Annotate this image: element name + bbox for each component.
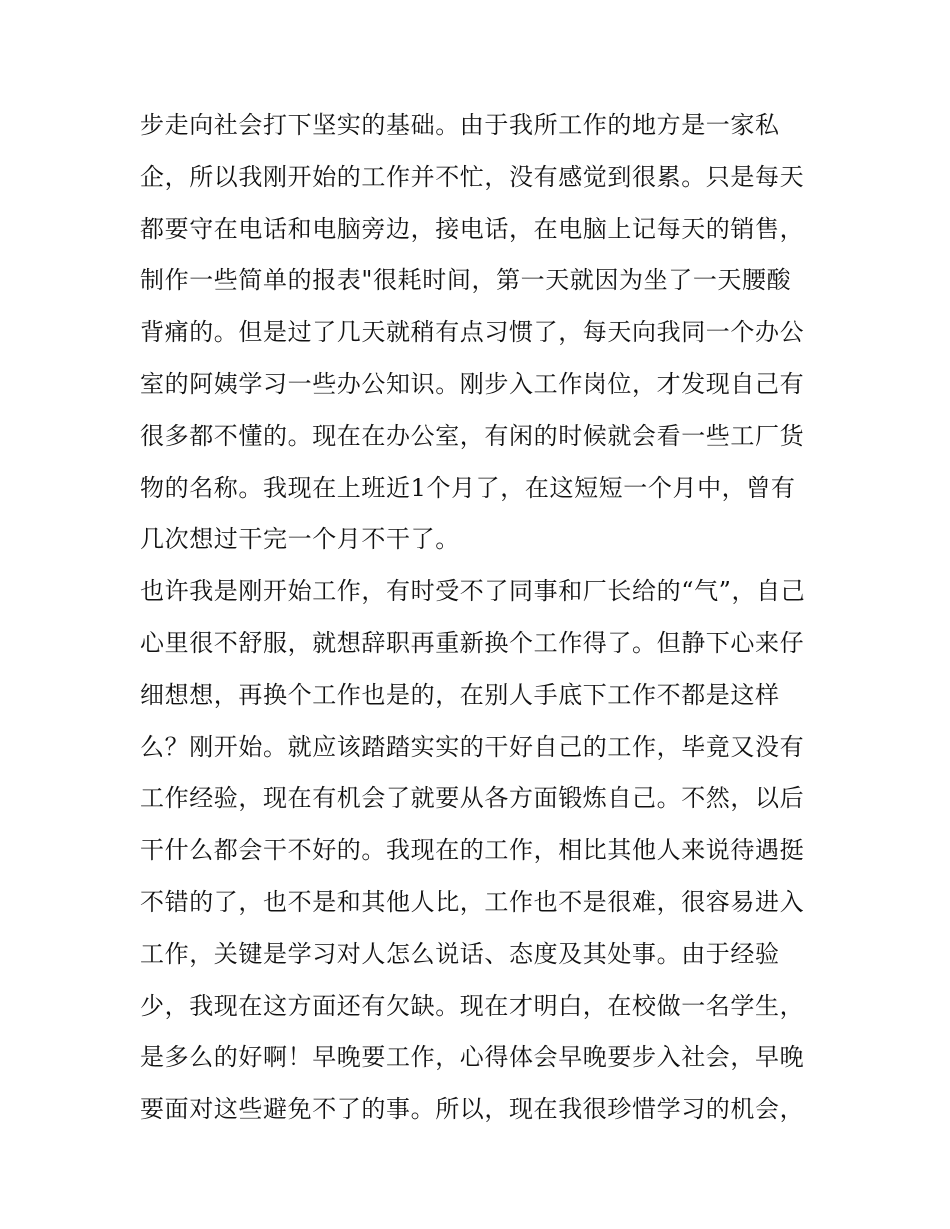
text-line: 工作，关键是学习对人怎么说话、态度及其处事。由于经验: [140, 939, 780, 968]
text-line: 步走向社会打下坚实的基础。由于我所工作的地方是一家私: [140, 111, 780, 139]
text-line: 都要守在电话和电脑旁边，接电话，在电脑上记每天的销售，: [140, 214, 805, 243]
text-line: 少，我现在这方面还有欠缺。现在才明白，在校做一名学生，: [140, 991, 805, 1020]
text-line: 干什么都会干不好的。我现在的工作，相比其他人来说待遇挺: [140, 836, 805, 865]
text-line: 背痛的。但是过了几天就稍有点习惯了，每天向我同一个办公: [140, 318, 805, 347]
text-line: 物的名称。我现在上班近1个月了，在这短短一个月中，曾有: [140, 473, 796, 502]
text-line: 也许我是刚开始工作，有时受不了同事和厂长给的“气”，自己: [140, 577, 806, 606]
text-line: 几次想过干完一个月不干了。: [140, 525, 460, 554]
text-line: 要面对这些避免不了的事。所以，现在我很珍惜学习的机会，: [140, 1095, 805, 1124]
text-line: 企，所以我刚开始的工作并不忙，没有感觉到很累。只是每天: [140, 162, 805, 191]
text-line: 工作经验，现在有机会了就要从各方面锻炼自己。不然，以后: [140, 784, 805, 813]
text-line: 室的阿姨学习一些办公知识。刚步入工作岗位，才发现自己有: [140, 369, 805, 398]
paragraph-1: [140, 107, 830, 573]
text-line: 么？刚开始。就应该踏踏实实的干好自己的工作，毕竟又没有: [140, 732, 805, 761]
text-line: 不错的了，也不是和其他人比，工作也不是很难，很容易进入: [140, 887, 805, 916]
document-body: [140, 107, 830, 1143]
text-line: 制作一些简单的报表"很耗时间，第一天就因为坐了一天腰酸: [140, 266, 792, 295]
text-line: 很多都不懂的。现在在办公室，有闲的时候就会看一些工厂货: [140, 421, 805, 450]
text-line: 心里很不舒服，就想辞职再重新换个工作得了。但静下心来仔: [140, 628, 805, 657]
paragraph-2: [140, 573, 830, 1143]
text-line: 细想想，再换个工作也是的，在别人手底下工作不都是这样: [140, 680, 780, 709]
text-line: 是多么的好啊！早晚要工作，心得体会早晚要步入社会，早晚: [140, 1043, 805, 1072]
